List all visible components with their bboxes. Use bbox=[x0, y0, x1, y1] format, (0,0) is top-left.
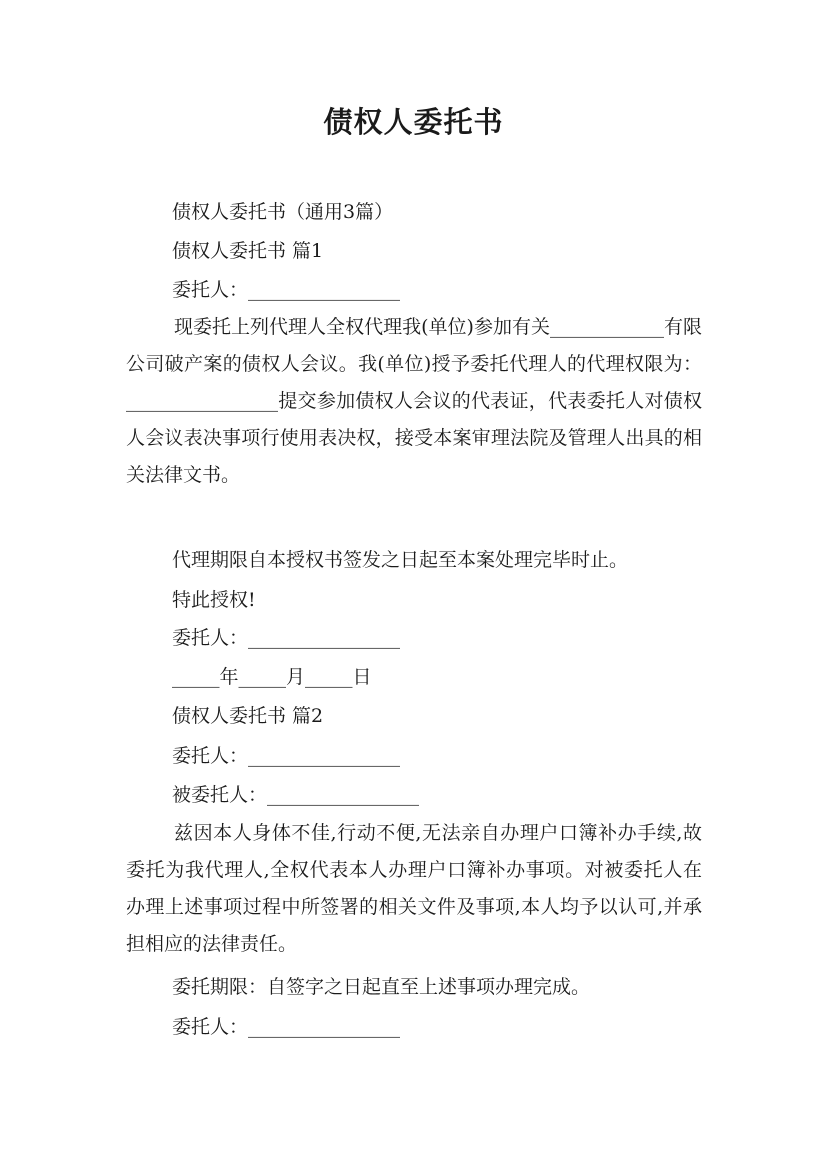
part1-principal-line: 委托人：________________ bbox=[172, 279, 401, 301]
part2-signature-line: 委托人：________________ bbox=[172, 1016, 401, 1038]
part2-heading: 债权人委托书 篇2 bbox=[172, 705, 324, 727]
part1-term-line: 代理期限自本授权书签发之日起至本案处理完毕时止。 bbox=[172, 549, 629, 571]
part2-agent-line: 被委托人：________________ bbox=[172, 784, 420, 806]
document-subtitle: 债权人委托书（通用3篇） bbox=[172, 201, 394, 223]
part1-closing-line: 特此授权! bbox=[172, 589, 256, 611]
part1-signature-line: 委托人：________________ bbox=[172, 627, 401, 649]
part2-term-line: 委托期限：自签字之日起直至上述事项办理完成。 bbox=[172, 976, 591, 998]
part2-principal-line: 委托人：________________ bbox=[172, 745, 401, 767]
part1-date-line: _____年_____月_____日 bbox=[172, 666, 372, 688]
part2-body-paragraph: 兹因本人身体不佳,行动不便,无法亲自办理户口簿补办手续,故委托为我代理人,全权代表本人办理户口簿补办事项。对被委托人在办理上述事项过程中所签署的相关文件及事项,本人均予以认可,并承担相应的法律责任。 bbox=[126, 822, 702, 955]
part1-body-paragraph: 现委托上列代理人全权代理我(单位)参加有关____________有限公司破产案的债权人会议。我(单位)授予委托代理人的代理权限为：________________提交参加债权人会议的代表证，代表委托人对债权人会议表决事项行使用表决权，接受本案审理法院及管理人出具的相关法律文书。 bbox=[126, 316, 702, 486]
part1-heading: 债权人委托书 篇1 bbox=[172, 240, 324, 262]
document-title: 债权人委托书 bbox=[323, 105, 504, 139]
